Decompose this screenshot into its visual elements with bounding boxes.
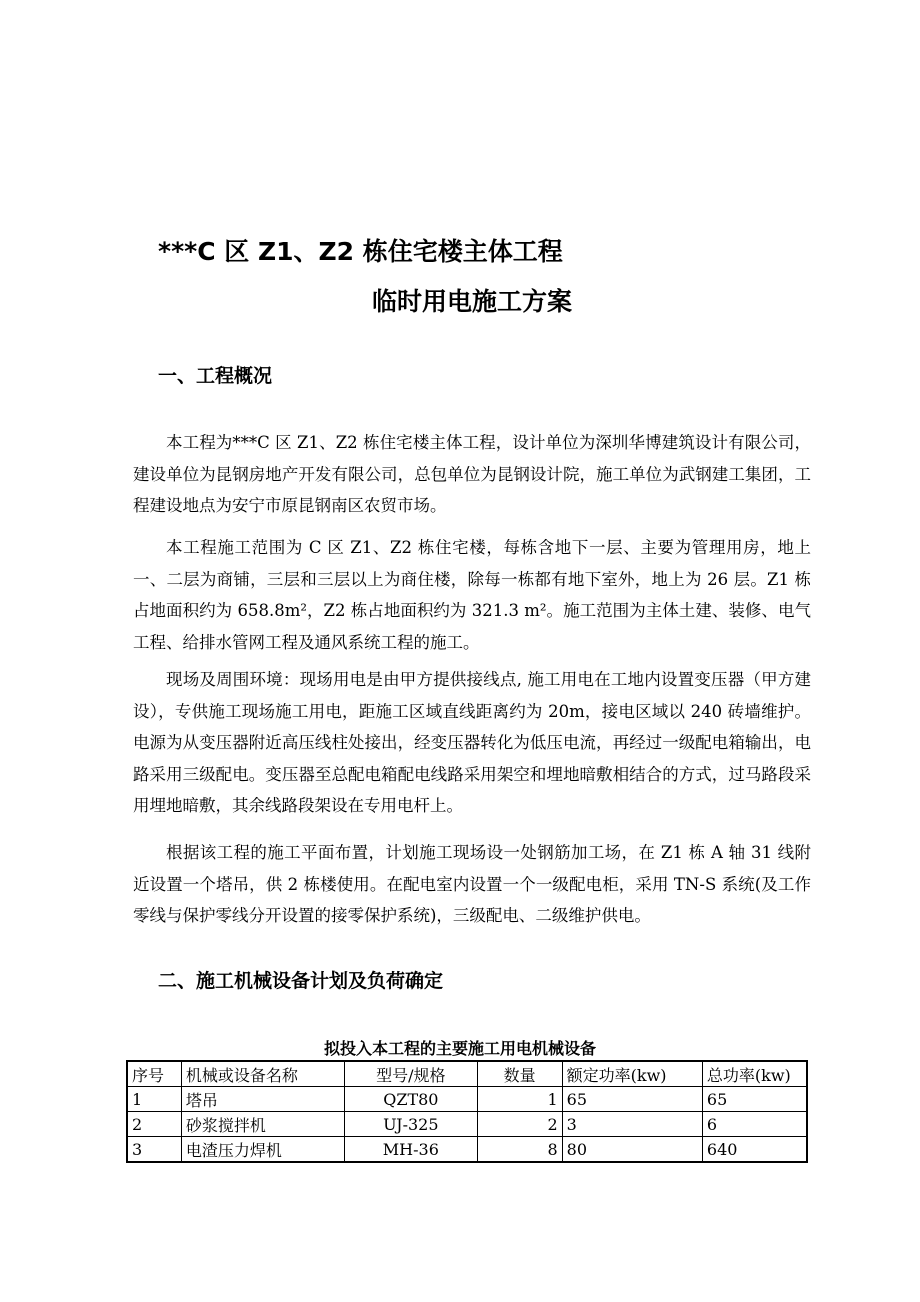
table-row [127, 1137, 807, 1163]
cell-no: 1 [127, 1087, 181, 1112]
header-cell-total-power: 总功率(kw) [702, 1061, 807, 1087]
cell-name: 塔吊 [181, 1087, 344, 1112]
header-cell-no: 序号 [127, 1061, 181, 1087]
header-cell-model: 型号/规格 [345, 1061, 477, 1087]
cell-total-power: 640 [702, 1137, 807, 1163]
section2-heading: 二、施工机械设备计划及负荷确定 [158, 970, 444, 992]
cell-total-power: 65 [702, 1087, 807, 1112]
document-title-line2: 临时用电施工方案 [372, 287, 573, 316]
paragraph-project-overview: 本工程为***C 区 Z1、Z2 栋住宅楼主体工程，设计单位为深圳华博建筑设计有限公司，建设单位为昆钢房地产开发有限公司，总包单位为昆钢设计院，施工单位为武钢建工集团，工程建设地点为安宁市原昆钢南区农贸市场。 [133, 433, 811, 516]
table-caption: 拟投入本工程的主要施工用电机械设备 [323, 1039, 596, 1058]
equipment-table [126, 1060, 808, 1163]
cell-rated-power: 80 [562, 1137, 702, 1163]
paragraph-construction-scope: 本工程施工范围为 C 区 Z1、Z2 栋住宅楼，每栋含地下一层、主要为管理用房，地上一、二层为商铺，三层和三层以上为商住楼，除每一栋都有地下室外，地上为 26 层。Z1 栋占地面积约为 658.8m²，Z2 栋占地面积约为 321.3 m²。施工范围为主体土建、装修、电气工程、给排水管网工程及通风系统工程的施工。 [133, 538, 811, 652]
table-row [127, 1112, 807, 1137]
cell-name: 电渣压力焊机 [181, 1137, 344, 1163]
cell-model: QZT80 [345, 1087, 477, 1112]
cell-model: MH-36 [345, 1137, 477, 1163]
document-title-line1: ***C 区 Z1、Z2 栋住宅楼主体工程 [158, 237, 563, 266]
section1-heading: 一、工程概况 [158, 365, 273, 387]
cell-quantity: 2 [477, 1112, 562, 1137]
paragraph-site-environment: 现场及周围环境：现场用电是由甲方提供接线点, 施工用电在工地内设置变压器（甲方建设），专供施工现场施工用电，距施工区域直线距离约为 20m，接电区域以 240 砖墙维护。电源为从变压器附近高压线柱处接出，经变压器转化为低压电流，再经过一级配电箱输出，电路采用三级配电。变压器至总配电箱配电线路采用架空和埋地暗敷相结合的方式，过马路段采用埋地暗敷，其余线路段架设在专用电杆上。 [133, 670, 811, 816]
cell-total-power: 6 [702, 1112, 807, 1137]
cell-quantity: 1 [477, 1087, 562, 1112]
table-row [127, 1087, 807, 1112]
cell-rated-power: 3 [562, 1112, 702, 1137]
cell-name: 砂浆搅拌机 [181, 1112, 344, 1137]
cell-no: 3 [127, 1137, 181, 1163]
cell-rated-power: 65 [562, 1087, 702, 1112]
paragraph-site-layout: 根据该工程的施工平面布置，计划施工现场设一处钢筋加工场，在 Z1 栋 A 轴 31 线附近设置一个塔吊，供 2 栋楼使用。在配电室内设置一个一级配电柜，采用 TN-S 系统(及工作零线与保护零线分开设置的接零保护系统)，三级配电、二级维护供电。 [133, 843, 811, 926]
header-cell-rated-power: 额定功率(kw) [562, 1061, 702, 1087]
header-cell-name: 机械或设备名称 [181, 1061, 344, 1087]
cell-model: UJ-325 [345, 1112, 477, 1137]
header-cell-quantity: 数量 [477, 1061, 562, 1087]
cell-no: 2 [127, 1112, 181, 1137]
cell-quantity: 8 [477, 1137, 562, 1163]
table-header-row [127, 1061, 807, 1087]
